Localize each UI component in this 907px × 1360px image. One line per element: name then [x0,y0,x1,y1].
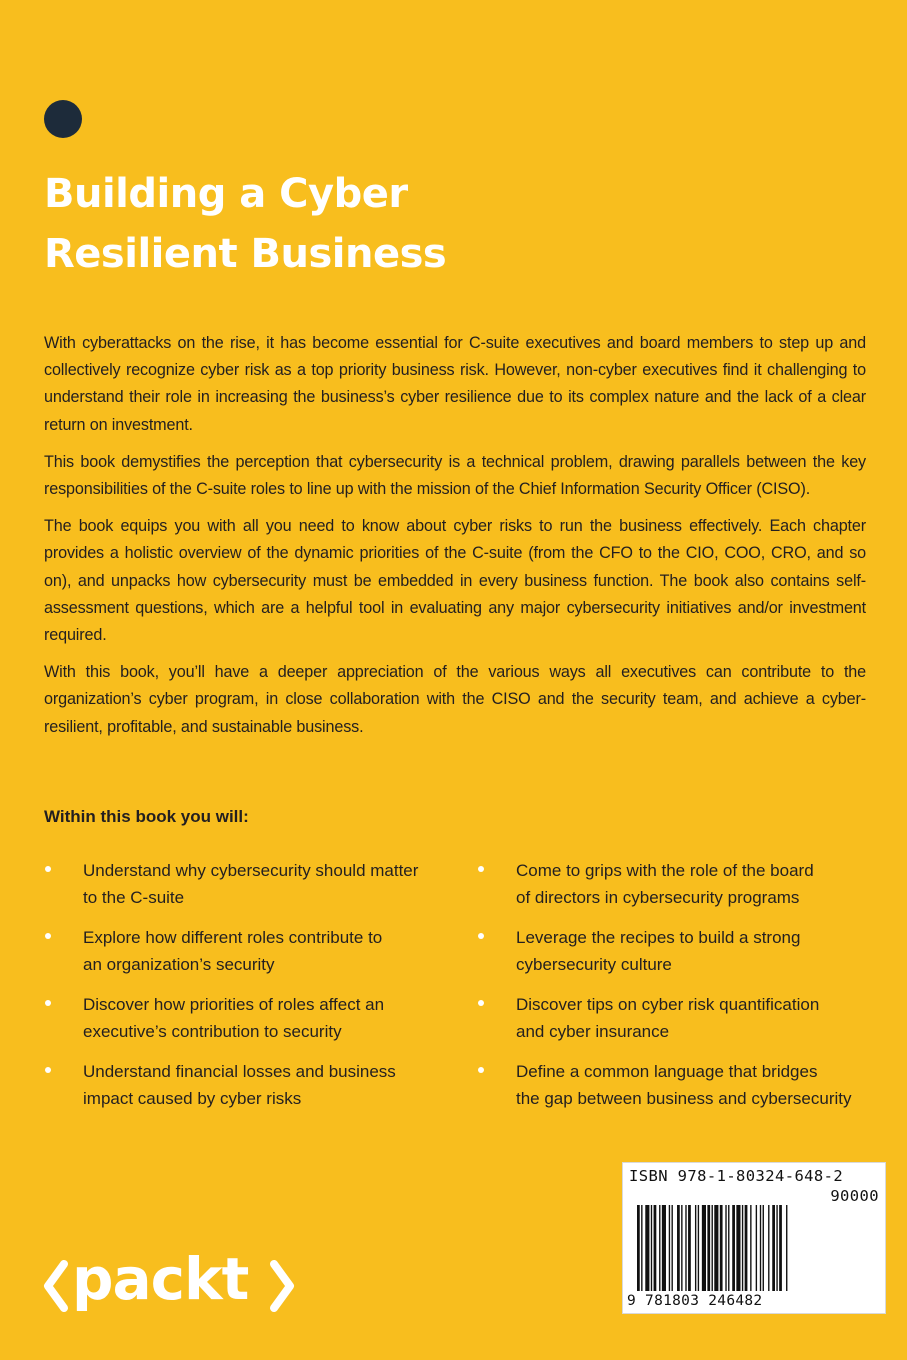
ean-digits: 9 781803 246482 [627,1293,763,1309]
barcode-bar [637,1205,640,1291]
barcode-bar [742,1205,743,1291]
bullet-line: Define a common language that bridges [516,1062,818,1081]
book-title [44,164,644,284]
bullet-icon [478,866,484,872]
bullet-icon [45,1000,51,1006]
bullet-item [477,1058,877,1112]
bullet-line: an organization’s security [83,955,275,974]
bullet-line: Understand financial losses and business [83,1062,396,1081]
barcode-bar [779,1205,782,1291]
description-paragraph: The book equips you with all you need to know about cyber risks to run the business effectively. Each chapter provides a holistic overview of the dynamic priorities of the C-suite (from the CFO to the CIO, COO, CRO, and so on), and unpacks how cybersecurity must be embedded in every business function. The book also contains self-assessment questions, which are a helpful tool in evaluating any major cybersecurity initiatives and/or investment required. [44,517,866,645]
bullet-line: of directors in cybersecurity programs [516,888,800,907]
barcode-bar [714,1205,718,1291]
bullet-item [44,924,424,978]
bullet-icon [45,866,51,872]
bullet-line: Discover how priorities of roles affect an [83,995,385,1014]
barcode-box [622,1162,886,1314]
barcode-bar [732,1205,735,1291]
barcode-bar [768,1205,769,1291]
bullet-icon [45,1067,51,1073]
bullet-item [44,857,424,911]
price-code: 90000 [830,1187,879,1205]
packt-logo [42,1245,296,1322]
barcode-bar [776,1205,777,1291]
decorative-dot [44,100,82,138]
barcode-bar [786,1205,787,1291]
bullet-line: Discover tips on cyber risk quantification [516,995,820,1014]
bullet-item [44,991,424,1045]
description-paragraph: With cyberattacks on the rise, it has become essential for C-suite executives and board members to step up and collectively recognize cyber risk as a top priority business risk. However, non-cyber executives find it challenging to understand their role in increasing the business’s cyber resilience due to its complex nature and the lack of a clear return on investment. [44,334,866,434]
barcode-bar [672,1205,673,1291]
bullet-line: Leverage the recipes to build a strong [516,928,801,947]
barcode-bar [645,1205,649,1291]
bullet-line: cybersecurity culture [516,955,672,974]
barcode-bar [707,1205,710,1291]
barcode-bar [685,1205,686,1291]
barcode-bar [681,1205,682,1291]
bullet-line: and cyber insurance [516,1022,670,1041]
barcode-bar [688,1205,691,1291]
isbn-label: ISBN 978-1-80324-648-2 [629,1167,844,1185]
barcode-bar [745,1205,748,1291]
description-paragraph: This book demystifies the perception that cybersecurity is a technical problem, drawing parallels between the key responsibilities of the C-suite roles to line up with the mission of the Chief Information Security Officer (CISO). [44,452,866,499]
barcode-bar [677,1205,680,1291]
bullet-item [477,924,877,978]
barcode-bar [725,1205,726,1291]
barcode-bar [750,1205,751,1291]
barcode-bar [712,1205,713,1291]
title-line-2: Resilient Business [44,231,447,277]
barcode-bar [702,1205,706,1291]
barcode-bar [659,1205,660,1291]
barcode-bar [736,1205,740,1291]
barcode-bar [756,1205,757,1291]
bullet-line: Explore how different roles contribute to [83,928,383,947]
barcode-bar [641,1205,642,1291]
barcode-bar [669,1205,670,1291]
logo-wordmark: packt [72,1245,249,1313]
bullet-item [477,857,877,911]
barcode-icon [637,1205,873,1293]
bullet-line: Understand why cybersecurity should matter [83,861,419,880]
barcode-bar [772,1205,775,1291]
barcode-bar [728,1205,729,1291]
book-description [44,330,866,751]
bullet-line: Come to grips with the role of the board [516,861,814,880]
bullet-item [477,991,877,1045]
bullet-icon [45,933,51,939]
bullet-line: impact caused by cyber risks [83,1089,302,1108]
barcode-bar [698,1205,699,1291]
bullet-line: to the C-suite [83,888,185,907]
within-heading: Within this book you will: [44,807,249,826]
barcode-bar [662,1205,666,1291]
barcode-bar [760,1205,761,1291]
barcode-bar [763,1205,764,1291]
bullet-list-left [44,857,424,1125]
barcode-bar [654,1205,657,1291]
description-paragraph: With this book, you’ll have a deeper appreciation of the various ways all executives can contribute to the organization’s cyber program, in close collaboration with the CISO and the security team, and achieve a cyber-resilient, profitable, and sustainable business. [44,663,866,736]
bullet-icon [478,1067,484,1073]
title-line-1: Building a Cyber [44,171,408,217]
bullet-line: the gap between business and cybersecurity [516,1089,852,1108]
bullet-line: executive’s contribution to security [83,1022,342,1041]
barcode-bar [651,1205,652,1291]
bullet-icon [478,933,484,939]
bullet-item [44,1058,424,1112]
barcode-bar [720,1205,723,1291]
bullet-list-right [477,857,877,1125]
barcode-bar [695,1205,696,1291]
bullet-icon [478,1000,484,1006]
